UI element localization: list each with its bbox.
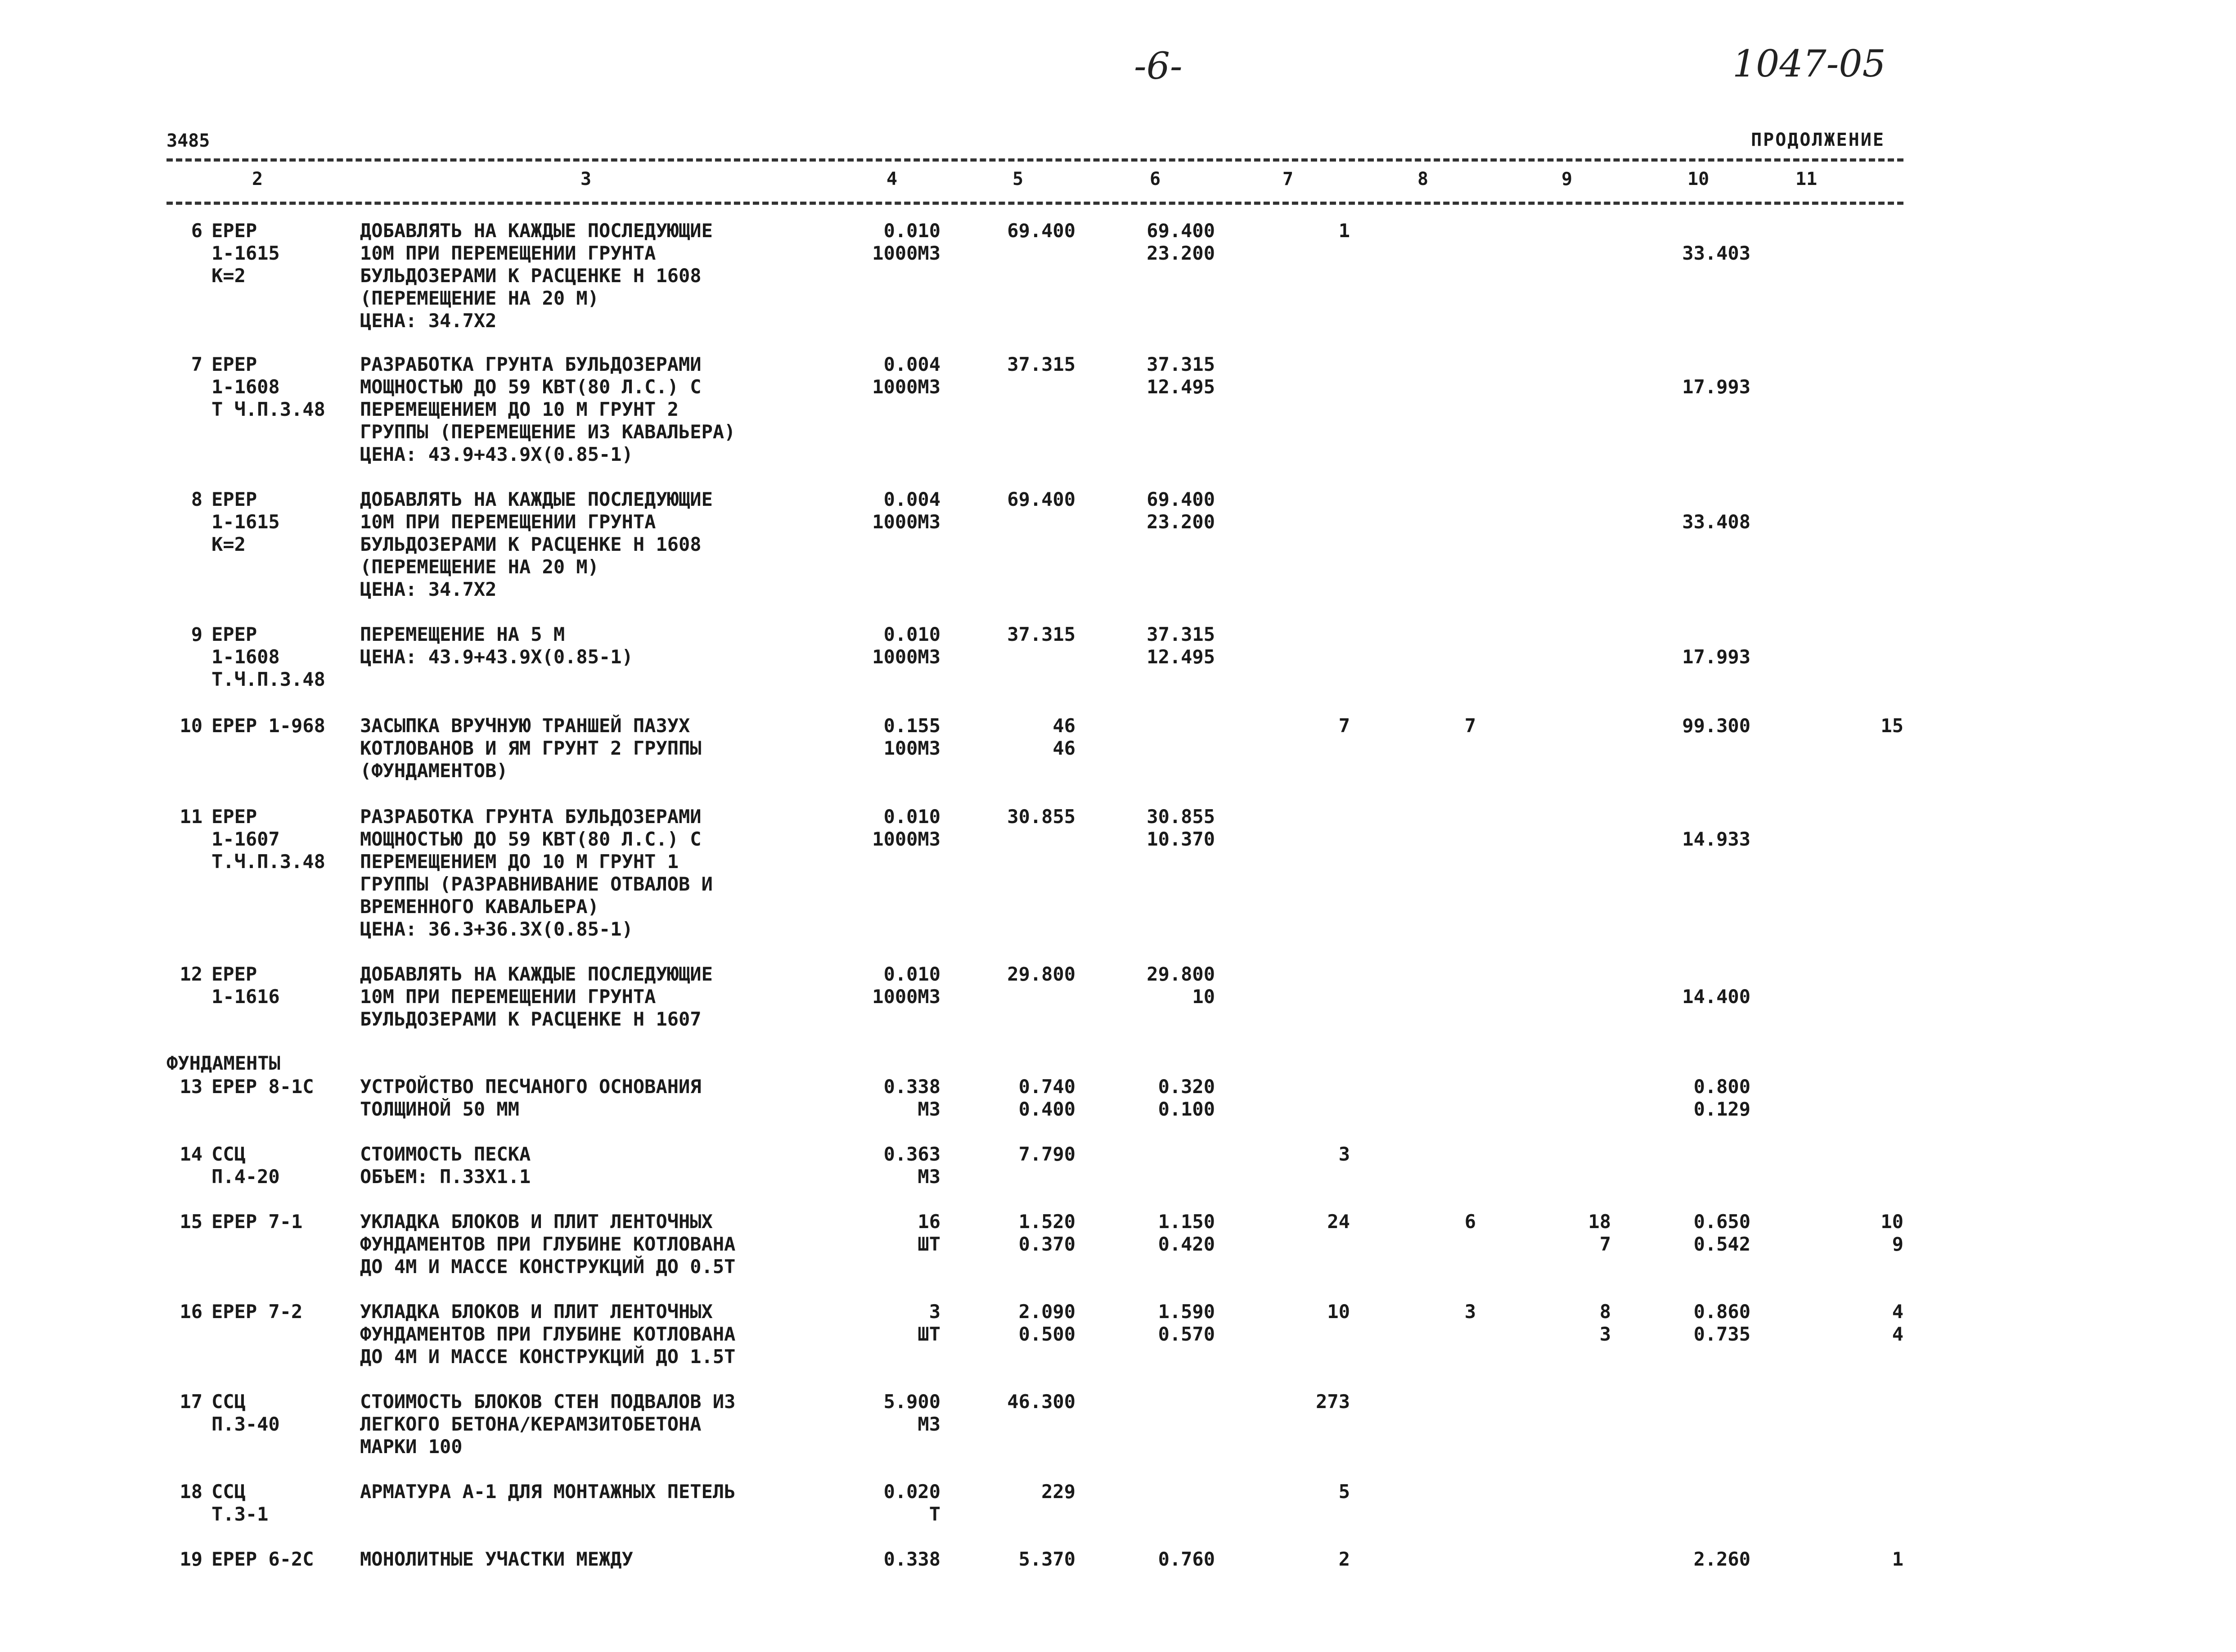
continuation-label: ПРОДОЛЖЕНИЕ xyxy=(1751,130,1885,150)
row-19-c7: 2 xyxy=(1338,1548,1350,1570)
row-15-c9: 18 7 xyxy=(1588,1211,1611,1255)
row-16-c4: 3 ШТ xyxy=(918,1301,940,1345)
row-7-text: РАЗРАБОТКА ГРУНТА БУЛЬДОЗЕРАМИ МОЩНОСТЬЮ ДО 59 КВТ(80 Л.С.) С ПЕРЕМЕЩЕНИЕМ ДО 10 М ГРУНТ 2 ГРУППЫ (ПЕРЕМЕЩЕНИЕ ИЗ КАВАЛЬЕРА) ЦЕНА: 43.9+43.9Х(0.85-1) xyxy=(360,353,736,465)
row-10-text: ЗАСЫПКА ВРУЧНУЮ ТРАНШЕЙ ПАЗУХ КОТЛОВАНОВ И ЯМ ГРУНТ 2 ГРУППЫ (ФУНДАМЕНТОВ) xyxy=(360,715,702,782)
row-14-text: СТОИМОСТЬ ПЕСКА ОБЪЕМ: П.33Х1.1 xyxy=(360,1143,531,1188)
row-6-c4: 0.010 1000М3 xyxy=(872,220,940,264)
row-7-c10: 17.993 xyxy=(1682,376,1750,398)
row-6-n: 6 xyxy=(191,220,202,242)
row-15-c5: 1.520 0.370 xyxy=(1018,1211,1075,1255)
row-18-code: ССЦ Т.3-1 xyxy=(211,1481,269,1525)
page-number: -6- xyxy=(1134,45,1183,88)
row-11-code: ЕРЕР 1-1607 Т.Ч.П.3.48 xyxy=(211,806,325,873)
column-header-8: 8 xyxy=(1417,169,1429,189)
row-14-c4: 0.363 М3 xyxy=(883,1143,940,1188)
row-18-c7: 5 xyxy=(1338,1481,1350,1503)
header-top-rule xyxy=(166,158,1903,162)
row-16-c8: 3 xyxy=(1464,1301,1476,1323)
row-10-c4: 0.155 100М3 xyxy=(883,715,940,759)
row-6-c7: 1 xyxy=(1338,220,1350,242)
row-11-text: РАЗРАБОТКА ГРУНТА БУЛЬДОЗЕРАМИ МОЩНОСТЬЮ ДО 59 КВТ(80 Л.С.) С ПЕРЕМЕЩЕНИЕМ ДО 10 М ГРУНТ 1 ГРУППЫ (РАЗРАВНИВАНИЕ ОТВАЛОВ И ВРЕМЕННОГО КАВАЛЬЕРА) ЦЕНА: 36.3+36.3Х(0.85-1) xyxy=(360,806,713,940)
row-19-c6: 0.760 xyxy=(1158,1548,1215,1570)
row-17-c4: 5.900 М3 xyxy=(883,1391,940,1435)
row-16-c11: 4 4 xyxy=(1892,1301,1903,1345)
row-16-text: УКЛАДКА БЛОКОВ И ПЛИТ ЛЕНТОЧНЫХ ФУНДАМЕНТОВ ПРИ ГЛУБИНЕ КОТЛОВАНА ДО 4М И МАССЕ КОНСТРУКЦИЙ ДО 1.5Т xyxy=(360,1301,736,1368)
row-19-c11: 1 xyxy=(1892,1548,1903,1570)
row-16-code: ЕРЕР 7-2 xyxy=(211,1301,303,1323)
column-header-3: 3 xyxy=(580,169,592,189)
row-11-c5: 30.855 xyxy=(1007,806,1075,828)
row-12-c5: 29.800 xyxy=(1007,963,1075,985)
row-6-c6: 69.400 23.200 xyxy=(1147,220,1215,264)
row-10-code: ЕРЕР 1-968 xyxy=(211,715,325,737)
row-9-n: 9 xyxy=(191,623,202,645)
row-10-c8: 7 xyxy=(1464,715,1476,737)
row-18-text: АРМАТУРА А-1 ДЛЯ МОНТАЖНЫХ ПЕТЕЛЬ xyxy=(360,1481,736,1503)
row-6-c10: 33.403 xyxy=(1682,242,1750,264)
row-8-n: 8 xyxy=(191,488,202,510)
row-19-c5: 5.370 xyxy=(1018,1548,1075,1570)
row-12-c10: 14.400 xyxy=(1682,986,1750,1008)
row-15-code: ЕРЕР 7-1 xyxy=(211,1211,303,1233)
row-12-code: ЕРЕР 1-1616 xyxy=(211,963,280,1008)
row-18-c5: 229 xyxy=(1041,1481,1075,1503)
row-14-c7: 3 xyxy=(1338,1143,1350,1165)
row-13-c10: 0.800 0.129 xyxy=(1693,1076,1750,1120)
row-19-c10: 2.260 xyxy=(1693,1548,1750,1570)
row-8-c6: 69.400 23.200 xyxy=(1147,488,1215,533)
row-10-c11: 15 xyxy=(1881,715,1903,737)
row-12-text: ДОБАВЛЯТЬ НА КАЖДЫЕ ПОСЛЕДУЮЩИЕ 10М ПРИ ПЕРЕМЕЩЕНИИ ГРУНТА БУЛЬДОЗЕРАМИ К РАСЦЕНКЕ Н 1607 xyxy=(360,963,713,1030)
row-9-code: ЕРЕР 1-1608 Т.Ч.П.3.48 xyxy=(211,623,325,690)
row-7-n: 7 xyxy=(191,353,202,375)
column-header-2: 2 xyxy=(252,169,263,189)
row-15-c7: 24 xyxy=(1327,1211,1350,1233)
column-header-row xyxy=(166,169,1903,196)
row-8-c5: 69.400 xyxy=(1007,488,1075,510)
row-17-code: ССЦ П.3-40 xyxy=(211,1391,280,1435)
row-9-c4: 0.010 1000М3 xyxy=(872,623,940,668)
document-number: 1047-05 xyxy=(1732,43,1886,86)
section-heading: ФУНДАМЕНТЫ xyxy=(166,1052,280,1074)
row-9-c6: 37.315 12.495 xyxy=(1147,623,1215,668)
row-11-c10: 14.933 xyxy=(1682,828,1750,850)
row-17-text: СТОИМОСТЬ БЛОКОВ СТЕН ПОДВАЛОВ ИЗ ЛЕГКОГО БЕТОНА/КЕРАМЗИТОБЕТОНА МАРКИ 100 xyxy=(360,1391,736,1458)
row-7-c6: 37.315 12.495 xyxy=(1147,353,1215,398)
row-10-c10: 99.300 xyxy=(1682,715,1750,737)
column-header-9: 9 xyxy=(1561,169,1573,189)
row-12-n: 12 xyxy=(180,963,202,985)
row-15-c10: 0.650 0.542 xyxy=(1693,1211,1750,1255)
row-19-code: ЕРЕР 6-2С xyxy=(211,1548,314,1570)
column-header-5: 5 xyxy=(1012,169,1024,189)
row-8-text: ДОБАВЛЯТЬ НА КАЖДЫЕ ПОСЛЕДУЮЩИЕ 10М ПРИ ПЕРЕМЕЩЕНИИ ГРУНТА БУЛЬДОЗЕРАМИ К РАСЦЕНКЕ Н 1608 (ПЕРЕМЕЩЕНИЕ НА 20 М) ЦЕНА: 34.7Х2 xyxy=(360,488,713,600)
row-13-c5: 0.740 0.400 xyxy=(1018,1076,1075,1120)
row-17-c5: 46.300 xyxy=(1007,1391,1075,1413)
row-18-c4: 0.020 Т xyxy=(883,1481,940,1525)
row-13-text: УСТРОЙСТВО ПЕСЧАНОГО ОСНОВАНИЯ ТОЛЩИНОЙ 50 ММ xyxy=(360,1076,702,1120)
column-header-10: 10 xyxy=(1687,169,1710,189)
row-10-c7: 7 xyxy=(1338,715,1350,737)
row-11-c6: 30.855 10.370 xyxy=(1147,806,1215,850)
row-19-text: МОНОЛИТНЫЕ УЧАСТКИ МЕЖДУ xyxy=(360,1548,633,1570)
row-9-c5: 37.315 xyxy=(1007,623,1075,645)
row-14-code: ССЦ П.4-20 xyxy=(211,1143,280,1188)
row-16-c6: 1.590 0.570 xyxy=(1158,1301,1215,1345)
row-15-c4: 16 ШТ xyxy=(918,1211,940,1255)
row-7-c5: 37.315 xyxy=(1007,353,1075,375)
row-18-n: 18 xyxy=(180,1481,202,1503)
row-11-n: 11 xyxy=(180,806,202,828)
row-6-text: ДОБАВЛЯТЬ НА КАЖДЫЕ ПОСЛЕДУЮЩИЕ 10М ПРИ ПЕРЕМЕЩЕНИИ ГРУНТА БУЛЬДОЗЕРАМИ К РАСЦЕНКЕ Н 1608 (ПЕРЕМЕЩЕНИЕ НА 20 М) ЦЕНА: 34.7Х2 xyxy=(360,220,713,332)
row-13-code: ЕРЕР 8-1С xyxy=(211,1076,314,1098)
row-8-c4: 0.004 1000М3 xyxy=(872,488,940,533)
row-15-text: УКЛАДКА БЛОКОВ И ПЛИТ ЛЕНТОЧНЫХ ФУНДАМЕНТОВ ПРИ ГЛУБИНЕ КОТЛОВАНА ДО 4М И МАССЕ КОНСТРУКЦИЙ ДО 0.5Т xyxy=(360,1211,736,1278)
row-12-c6: 29.800 10 xyxy=(1147,963,1215,1008)
estimate-code: 3485 xyxy=(166,131,210,151)
row-9-c10: 17.993 xyxy=(1682,646,1750,668)
header-bottom-rule xyxy=(166,202,1903,205)
row-16-c5: 2.090 0.500 xyxy=(1018,1301,1075,1345)
row-16-c7: 10 xyxy=(1327,1301,1350,1323)
row-13-n: 13 xyxy=(180,1076,202,1098)
row-15-c8: 6 xyxy=(1464,1211,1476,1233)
row-9-text: ПЕРЕМЕЩЕНИЕ НА 5 М ЦЕНА: 43.9+43.9Х(0.85-1) xyxy=(360,623,633,668)
row-16-c9: 8 3 xyxy=(1599,1301,1611,1345)
row-10-n: 10 xyxy=(180,715,202,737)
row-16-n: 16 xyxy=(180,1301,202,1323)
row-12-c4: 0.010 1000М3 xyxy=(872,963,940,1008)
column-header-7: 7 xyxy=(1282,169,1294,189)
row-15-c11: 10 9 xyxy=(1881,1211,1903,1255)
row-15-c6: 1.150 0.420 xyxy=(1158,1211,1215,1255)
row-8-code: ЕРЕР 1-1615 К=2 xyxy=(211,488,280,555)
column-header-6: 6 xyxy=(1150,169,1161,189)
row-17-n: 17 xyxy=(180,1391,202,1413)
row-14-c5: 7.790 xyxy=(1018,1143,1075,1165)
row-6-c5: 69.400 xyxy=(1007,220,1075,242)
row-19-c4: 0.338 xyxy=(883,1548,940,1570)
row-17-c7: 273 xyxy=(1316,1391,1350,1413)
column-header-11: 11 xyxy=(1795,169,1818,189)
row-7-c4: 0.004 1000М3 xyxy=(872,353,940,398)
column-header-4: 4 xyxy=(886,169,898,189)
row-14-n: 14 xyxy=(180,1143,202,1165)
row-11-c4: 0.010 1000М3 xyxy=(872,806,940,850)
row-15-n: 15 xyxy=(180,1211,202,1233)
row-13-c6: 0.320 0.100 xyxy=(1158,1076,1215,1120)
row-7-code: ЕРЕР 1-1608 Т Ч.П.3.48 xyxy=(211,353,325,420)
row-8-c10: 33.408 xyxy=(1682,511,1750,533)
row-6-code: ЕРЕР 1-1615 К=2 xyxy=(211,220,280,287)
row-13-c4: 0.338 М3 xyxy=(883,1076,940,1120)
row-10-c5: 46 46 xyxy=(1053,715,1075,759)
row-19-n: 19 xyxy=(180,1548,202,1570)
row-16-c10: 0.860 0.735 xyxy=(1693,1301,1750,1345)
